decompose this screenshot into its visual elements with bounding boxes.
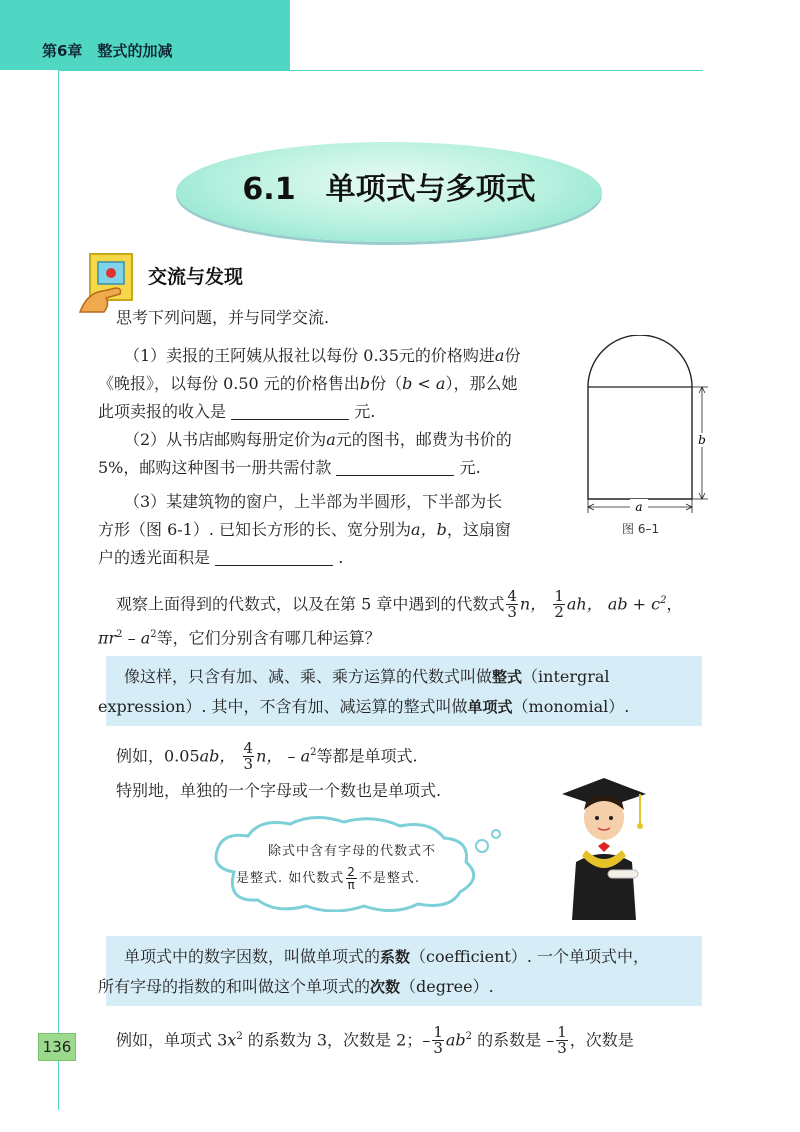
chapter-label: 第6章 整式的加减 [42, 42, 173, 60]
fraction-4-3-example: $\frac{4}{3}$ [243, 739, 254, 774]
observe-line-2: $\pi r^2 - a^2$等，它们分别含有哪几种运算？ [98, 628, 381, 648]
intro-text: 思考下列问题，并与同学交流. [116, 308, 330, 327]
answer-blank-1[interactable] [231, 401, 349, 420]
window-figure [580, 335, 715, 525]
problem-1-line-3: 此项卖报的收入是 元. [98, 402, 376, 421]
definition-box-integral [98, 656, 702, 726]
answer-blank-3[interactable] [215, 547, 333, 566]
left-rule [58, 70, 59, 1110]
problem-1-line-2: 《晚报》，以每份 0.50 元的价格售出b份（b < a），那么她 [98, 374, 518, 393]
def2-line-2: 所有字母的指数的和叫做这个单项式的次数（degree）. [98, 977, 494, 996]
figure-label-b: b [698, 433, 706, 447]
fraction-1-2: $\frac{1}{2}$ [554, 587, 564, 622]
observe-line-1: 观察上面得到的代数式，以及在第 5 章中遇到的代数式 $\frac{4}{3}$ n， $\frac{1}{2}$ ah， ab + $c^2$， [116, 587, 683, 622]
cloud-line-2: 是整式. 如代数式 $\frac{2}{\pi}$ 不是整式. [236, 865, 421, 892]
fraction-1-3-b: $\frac{1}{3}$ [557, 1023, 567, 1058]
answer-blank-2[interactable] [336, 457, 454, 476]
problem-3-line-1: （3）某建筑物的窗户，上半部为半圆形，下半部为长 [124, 492, 503, 511]
top-rule [58, 70, 703, 71]
cloud-line-1: 除式中含有字母的代数式不 [268, 844, 437, 859]
def1-line-2: expression）. 其中，不含有加、减运算的整式叫做单项式（monomial）. [98, 697, 630, 716]
def2-line-1: 单项式中的数字因数，叫做单项式的系数（coefficient）. 一个单项式中， [124, 947, 650, 966]
example-1: 例如，0.05ab， $\frac{4}{3}$ n， – $a^2$等都是单项式. [116, 739, 418, 774]
page-number: 136 [38, 1033, 76, 1061]
def1-line-1: 像这样，只含有加、减、乘、乘方运算的代数式叫做整式（intergral [124, 667, 610, 686]
example-2: 例如，单项式 $3x^2$ 的系数为 3，次数是 2；– $\frac{1}{3}$ $ab^2$ 的系数是 – $\frac{1}{3}$ ，次数是 [116, 1023, 634, 1058]
graduate-girl-illustration [552, 770, 652, 920]
problem-3-line-2: 方形（图 6-1）. 已知长方形的长、宽分别为a，b，这扇窗 [98, 520, 511, 539]
thought-cloud [204, 812, 504, 912]
problem-2-line-2: 5%，邮购这种图书一册共需付款 元. [98, 458, 481, 477]
figure-label-a: a [635, 500, 643, 514]
problem-1-line-1: （1）卖报的王阿姨从报社以每份 0.35元的价格购进a份 [124, 346, 521, 365]
fraction-4-3: $\frac{4}{3}$ [507, 587, 517, 622]
definition-box-coefficient [98, 936, 702, 1006]
problem-2-line-1: （2）从书店邮购每册定价为a元的图书，邮费为书价的 [124, 430, 512, 449]
fraction-1-3-a: $\frac{1}{3}$ [433, 1023, 443, 1058]
section-heading: 交流与发现 [148, 266, 244, 288]
figure-caption: 图 6–1 [622, 522, 660, 536]
fraction-2-pi: $\frac{2}{\pi}$ [347, 865, 356, 892]
special-case-text: 特别地，单独的一个字母或一个数也是单项式. [116, 781, 442, 800]
section-title: 6.1 单项式与多项式 [242, 172, 536, 207]
problem-3-line-3: 户的透光面积是 . [98, 548, 344, 567]
